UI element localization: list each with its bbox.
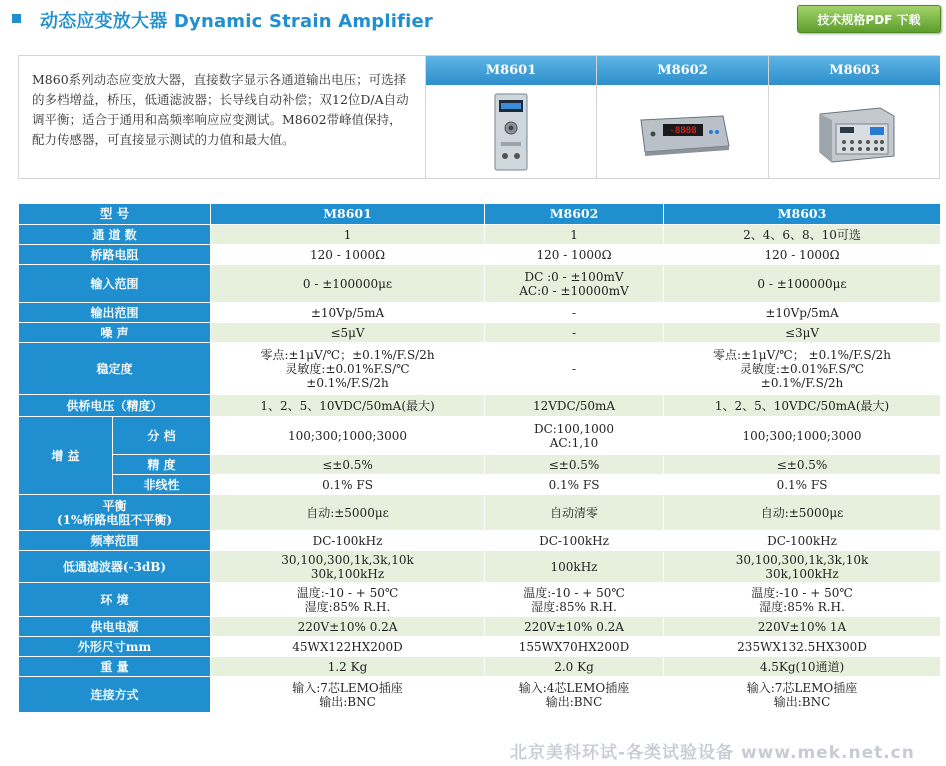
row-label: 噪 声 [19, 323, 211, 343]
table-cell: DC :0 - ±100mV AC:0 - ±10000mV [485, 265, 664, 303]
table-cell: 220V±10% 0.2A [211, 617, 485, 637]
table-cell: DC-100kHz [485, 531, 664, 551]
page-title: 动态应变放大器 Dynamic Strain Amplifier [40, 11, 434, 32]
table-cell: - [485, 343, 664, 395]
product-name: M8602 [597, 56, 768, 85]
table-cell: 零点:±1μV/℃； ±0.1%/F.S/2h 灵敏度:±0.01%F.S/℃ ±0.1%/F.S/2h [664, 343, 941, 395]
table-cell: ≤±0.5% [664, 455, 941, 475]
watermark: 北京美科环试-各类试验设备 www.mek.net.cn [510, 743, 915, 763]
table-cell: 1 [211, 225, 485, 245]
table-cell: 220V±10% 0.2A [485, 617, 664, 637]
row-label: 低通滤波器(-3dB) [19, 551, 211, 583]
table-cell: 输入:7芯LEMO插座 输出:BNC [211, 677, 485, 713]
row-label: 增 益 [19, 417, 113, 495]
table-cell: 输入:7芯LEMO插座 输出:BNC [664, 677, 941, 713]
header-model: 型 号 [19, 204, 211, 225]
spec-table [18, 203, 941, 713]
table-cell: - [485, 303, 664, 323]
table-cell: 0 - ±100000με [664, 265, 941, 303]
product-card-m8602[interactable] [596, 56, 768, 178]
table-cell: ≤5μV [211, 323, 485, 343]
table-cell: ±10Vp/5mA [664, 303, 941, 323]
table-row [19, 551, 941, 583]
row-label: 外形尺寸mm [19, 637, 211, 657]
display-readout: -8888 [668, 126, 697, 136]
product-name: M8601 [426, 56, 596, 85]
pdf-download-button[interactable]: 技术规格PDF 下载 [797, 5, 941, 33]
table-row [19, 455, 941, 475]
table-cell: 输入:4芯LEMO插座 输出:BNC [485, 677, 664, 713]
table-row [19, 323, 941, 343]
table-cell: DC:100,1000 AC:1,10 [485, 417, 664, 455]
row-sublabel: 分 档 [113, 417, 211, 455]
table-row [19, 583, 941, 617]
row-label: 频率范围 [19, 531, 211, 551]
row-label: 平衡 (1%桥路电阻不平衡) [19, 495, 211, 531]
table-cell: 100kHz [485, 551, 664, 583]
table-cell: 2、4、6、8、10可选 [664, 225, 941, 245]
header-m8602: M8602 [485, 204, 664, 225]
table-cell: ±10Vp/5mA [211, 303, 485, 323]
table-row [19, 343, 941, 395]
table-cell: 120 - 1000Ω [211, 245, 485, 265]
table-cell: 120 - 1000Ω [485, 245, 664, 265]
table-cell: 0 - ±100000με [211, 265, 485, 303]
table-header-row [19, 204, 941, 225]
table-cell: 温度:-10 - + 50℃ 湿度:85% R.H. [211, 583, 485, 617]
table-row [19, 303, 941, 323]
table-cell: 自动清零 [485, 495, 664, 531]
table-cell: 120 - 1000Ω [664, 245, 941, 265]
row-label: 桥路电阻 [19, 245, 211, 265]
table-row [19, 617, 941, 637]
table-cell: 1.2 Kg [211, 657, 485, 677]
table-row [19, 417, 941, 455]
table-cell: 30,100,300,1k,3k,10k 30k,100kHz [211, 551, 485, 583]
table-cell: 12VDC/50mA [485, 395, 664, 417]
table-cell: ≤3μV [664, 323, 941, 343]
table-cell: DC-100kHz [211, 531, 485, 551]
table-cell: 235WX132.5HX300D [664, 637, 941, 657]
row-label: 连接方式 [19, 677, 211, 713]
row-sublabel: 非线性 [113, 475, 211, 495]
table-cell: 自动:±5000με [211, 495, 485, 531]
module-device-image [426, 86, 596, 178]
table-row [19, 677, 941, 713]
table-row [19, 657, 941, 677]
table-cell: DC-100kHz [664, 531, 941, 551]
table-cell: 220V±10% 1A [664, 617, 941, 637]
table-cell: 温度:-10 - + 50℃ 湿度:85% R.H. [664, 583, 941, 617]
table-cell: 100;300;1000;3000 [664, 417, 941, 455]
header-m8603: M8603 [664, 204, 941, 225]
table-cell: 30,100,300,1k,3k,10k 30k,100kHz [664, 551, 941, 583]
intro-description: M860系列动态应变放大器，直接数字显示各通道输出电压；可选择的多档增益，桥压，低通滤波器；长导线自动补偿；双12位D/A自动调平衡；适合于通用和高频率响应应变测试。M8602带峰值保持，配力传感器，可直接显示测试的力值和最大值。 [32, 72, 409, 147]
table-cell: 1 [485, 225, 664, 245]
table-cell: 0.1% FS [211, 475, 485, 495]
table-cell: 0.1% FS [664, 475, 941, 495]
row-label: 稳定度 [19, 343, 211, 395]
row-label: 输入范围 [19, 265, 211, 303]
table-row [19, 265, 941, 303]
table-cell: 0.1% FS [485, 475, 664, 495]
table-cell: ≤±0.5% [211, 455, 485, 475]
table-cell: 自动:±5000με [664, 495, 941, 531]
table-cell: 45WX122HX200D [211, 637, 485, 657]
title-bullet-icon [12, 14, 21, 23]
table-cell: 100;300;1000;3000 [211, 417, 485, 455]
table-cell: 1、2、5、10VDC/50mA(最大) [211, 395, 485, 417]
table-cell: ≤±0.5% [485, 455, 664, 475]
product-card-m8601[interactable] [425, 56, 596, 178]
row-sublabel: 精 度 [113, 455, 211, 475]
product-name: M8603 [769, 56, 940, 85]
table-cell: 温度:-10 - + 50℃ 湿度:85% R.H. [485, 583, 664, 617]
row-label: 重 量 [19, 657, 211, 677]
table-cell: 4.5Kg(10通道) [664, 657, 941, 677]
table-row [19, 225, 941, 245]
table-row [19, 395, 941, 417]
row-label: 环 境 [19, 583, 211, 617]
row-label: 供电电源 [19, 617, 211, 637]
table-cell: 2.0 Kg [485, 657, 664, 677]
table-row [19, 637, 941, 657]
product-card-m8603[interactable] [768, 56, 940, 178]
table-row [19, 475, 941, 495]
table-cell: 155WX70HX200D [485, 637, 664, 657]
table-row [19, 531, 941, 551]
table-cell: 零点:±1μV/℃；±0.1%/F.S/2h 灵敏度:±0.01%F.S/℃ ±0.1%/F.S/2h [211, 343, 485, 395]
table-cell: 1、2、5、10VDC/50mA(最大) [664, 395, 941, 417]
table-row [19, 495, 941, 531]
table-cell: - [485, 323, 664, 343]
row-label: 输出范围 [19, 303, 211, 323]
panel-display-device-image [597, 86, 768, 178]
multichannel-chassis-image [769, 86, 940, 178]
table-row [19, 245, 941, 265]
row-label: 供桥电压（精度） [19, 395, 211, 417]
row-label: 通 道 数 [19, 225, 211, 245]
header-m8601: M8601 [211, 204, 485, 225]
